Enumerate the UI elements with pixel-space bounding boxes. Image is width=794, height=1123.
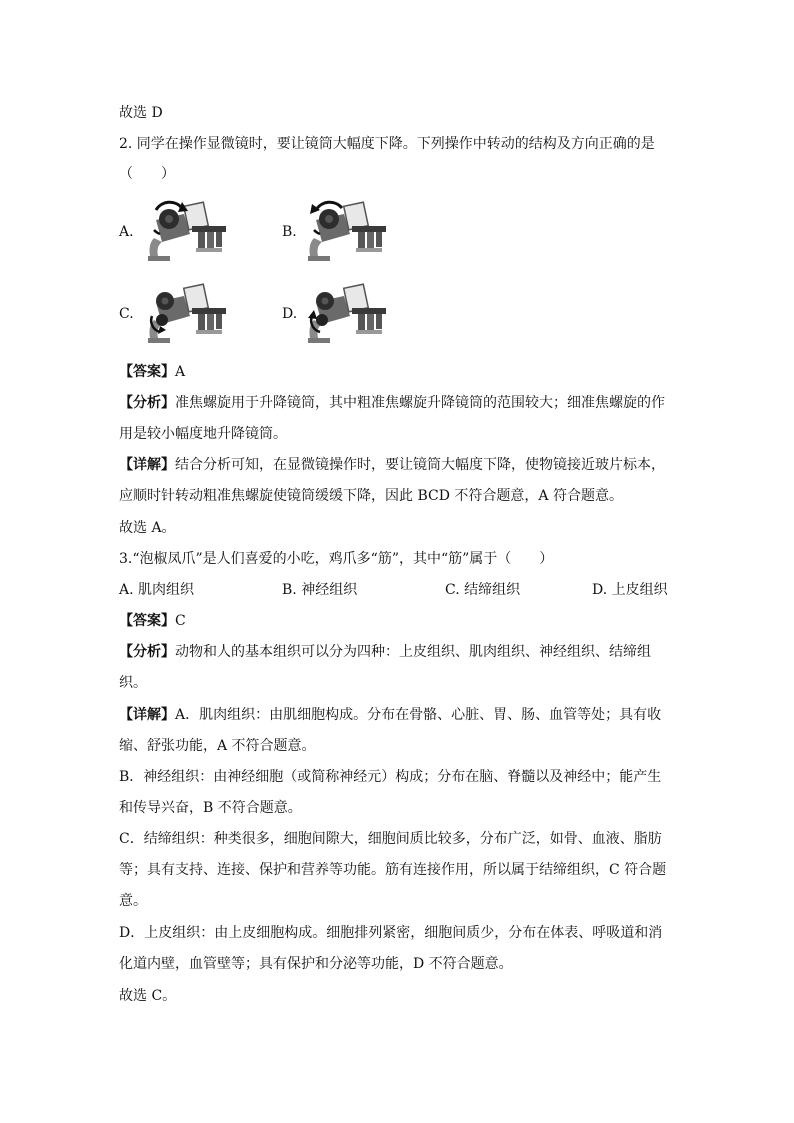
q3-answer-value: C — [175, 613, 186, 629]
q3-stem: 3.“泡椒凤爪”是人们喜爱的小吃，鸡爪多“筋”，其中“筋”属于（ ） — [119, 551, 554, 567]
microscope-coarse-knob-clockwise-icon — [140, 198, 232, 262]
q2-conclusion: 故选 A。 — [119, 520, 176, 536]
q2-detail-text: 结合分析可知，在显微镜操作时，要让镜筒大幅度下降，使物镜接近玻片标本，应顺时针转动粗准焦螺旋使镜筒缓缓下降，因此 BCD 不符合题意，A 符合题意。 — [119, 457, 665, 504]
q2-analysis — [119, 388, 674, 450]
q3-choice-d: D. 上皮组织 — [592, 582, 668, 598]
q2-detail-tag: 【详解】 — [119, 457, 175, 473]
q3-detail-tag: 【详解】 — [119, 707, 175, 723]
q2-stem: 2. 同学在操作显微镜时，要让镜筒大幅度下降。下列操作中转动的结构及方向正确的是 — [119, 136, 655, 152]
q3-choice-b: B. 神经组织 — [282, 582, 358, 598]
q3-detail-c: C．结缔组织：种类很多，细胞间隙大，细胞间质比较多，分布广泛，如骨、血液、脂肪等；具有支持、连接、保护和营养等功能。筋有连接作用，所以属于结缔组织，C 符合题意。 — [119, 831, 667, 909]
q3-choice-a: A. 肌肉组织 — [119, 582, 195, 598]
q2-analysis-tag: 【分析】 — [119, 395, 175, 411]
q2-detail — [119, 450, 674, 512]
q3-analysis-text: 动物和人的基本组织可以分为四种：上皮组织、肌肉组织、神经组织、结缔组织。 — [119, 644, 651, 691]
microscope-fine-knob-counterclockwise-icon — [300, 280, 392, 344]
q3-detail-a-text: A．肌肉组织：由肌细胞构成。分布在骨骼、心脏、胃、肠、血管等处；具有收缩、舒张功能，A 不符合题意。 — [119, 707, 662, 754]
q2-answer — [119, 362, 185, 382]
q3-answer-tag: 【答案】 — [119, 613, 175, 629]
q3-analysis — [119, 637, 674, 699]
q1-conclusion: 故选 D — [119, 105, 163, 121]
q2-option-c-label: C. — [119, 306, 134, 322]
q2-option-d-label: D. — [282, 306, 298, 322]
q2-option-a-label: A. — [119, 224, 134, 240]
q2-analysis-text: 准焦螺旋用于升降镜筒，其中粗准焦螺旋升降镜筒的范围较大；细准焦螺旋的作用是较小幅度地升降镜筒。 — [119, 395, 665, 442]
q2-answer-tag: 【答案】 — [119, 364, 175, 380]
q3-detail-b: B．神经组织：由神经细胞（或简称神经元）构成；分布在脑、脊髓以及神经中；能产生和传导兴奋，B 不符合题意。 — [119, 769, 662, 816]
microscope-fine-knob-clockwise-icon — [140, 280, 232, 344]
q3-detail-a — [119, 700, 674, 762]
q3-choice-c: C. 结缔组织 — [445, 582, 521, 598]
q3-analysis-tag: 【分析】 — [119, 644, 175, 660]
q2-option-b-label: B. — [282, 224, 297, 240]
q3-conclusion: 故选 C。 — [119, 988, 177, 1004]
q3-answer — [119, 611, 186, 631]
q2-paren: （ ） — [119, 166, 175, 182]
q2-answer-value: A — [175, 364, 186, 380]
microscope-coarse-knob-counterclockwise-icon — [300, 198, 392, 262]
q3-detail-d: D．上皮组织：由上皮细胞构成。细胞排列紧密，细胞间质少，分布在体表、呼吸道和消化道内壁，血管壁等；具有保护和分泌等功能，D 不符合题意。 — [119, 925, 663, 972]
